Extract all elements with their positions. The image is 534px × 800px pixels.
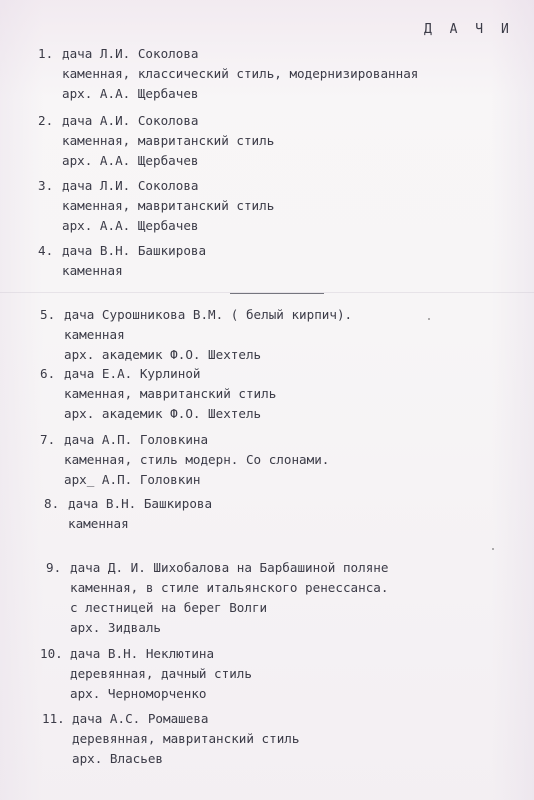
item-number: 1. (38, 46, 54, 61)
item-detail: каменная (64, 327, 125, 342)
item-name: дача А.И. Соколова (62, 113, 199, 128)
list-item (38, 44, 418, 104)
item-detail: каменная, мавританский стиль (64, 386, 277, 401)
item-name: дача В.Н. Башкирова (62, 243, 207, 258)
item-name: дача В.Н. Неклютина (70, 646, 215, 661)
list-item (44, 494, 212, 534)
item-detail: каменная, мавританский стиль (62, 133, 275, 148)
item-name: дача А.П. Головкина (64, 432, 209, 447)
item-detail: каменная, мавританский стиль (62, 198, 275, 213)
item-number: 7. (40, 432, 56, 447)
page-title: Д А Ч И (424, 22, 514, 37)
list-item (38, 176, 274, 236)
item-detail: каменная, классический стиль, модернизированная (62, 66, 419, 81)
item-architect: арх. Зидваль (70, 620, 161, 635)
item-detail: деревянная, мавританский стиль (72, 731, 300, 746)
item-detail: с лестницей на берег Волги (70, 600, 268, 615)
item-detail: каменная (68, 516, 129, 531)
item-detail: каменная, стиль модерн. Со слонами. (64, 452, 330, 467)
item-name: дача Л.И. Соколова (62, 46, 199, 61)
item-name: дача Е.А. Курлиной (64, 366, 201, 381)
item-number: 2. (38, 113, 54, 128)
item-architect: арх. А.А. Щербачев (62, 153, 199, 168)
item-detail: деревянная, дачный стиль (70, 666, 252, 681)
item-number: 11. (42, 711, 65, 726)
item-architect: арх. А.А. Щербачев (62, 218, 199, 233)
list-item (38, 111, 274, 171)
item-detail: каменная (62, 263, 123, 278)
item-architect: арх_ А.П. Головкин (64, 472, 201, 487)
item-number: 4. (38, 243, 54, 258)
item-number: 10. (40, 646, 63, 661)
item-number: 9. (46, 560, 62, 575)
item-name: дача Л.И. Соколова (62, 178, 199, 193)
ink-speck (428, 318, 430, 320)
ink-speck (492, 548, 494, 550)
item-architect: арх. А.А. Щербачев (62, 86, 199, 101)
item-number: 6. (40, 366, 56, 381)
item-number: 8. (44, 496, 60, 511)
item-name: дача Д. И. Шихобалова на Барбашиной поляне (70, 560, 389, 575)
list-item (40, 430, 329, 490)
item-architect: арх. академик Ф.О. Шехтель (64, 347, 262, 362)
item-name: дача В.Н. Башкирова (68, 496, 213, 511)
item-architect: арх. Власьев (72, 751, 163, 766)
section-divider (230, 293, 324, 294)
item-detail: каменная, в стиле итальянского ренессанса. (70, 580, 389, 595)
item-architect: арх. Черноморченко (70, 686, 207, 701)
item-architect: арх. академик Ф.О. Шехтель (64, 406, 262, 421)
item-number: 3. (38, 178, 54, 193)
list-item (42, 709, 299, 769)
item-number: 5. (40, 307, 56, 322)
list-item (46, 558, 388, 638)
list-item (38, 241, 206, 281)
item-name: дача А.С. Ромашева (72, 711, 209, 726)
item-name: дача Сурошникова В.М. ( белый кирпич). (64, 307, 353, 322)
list-item (40, 364, 276, 424)
list-item (40, 305, 352, 365)
list-item (40, 644, 252, 704)
